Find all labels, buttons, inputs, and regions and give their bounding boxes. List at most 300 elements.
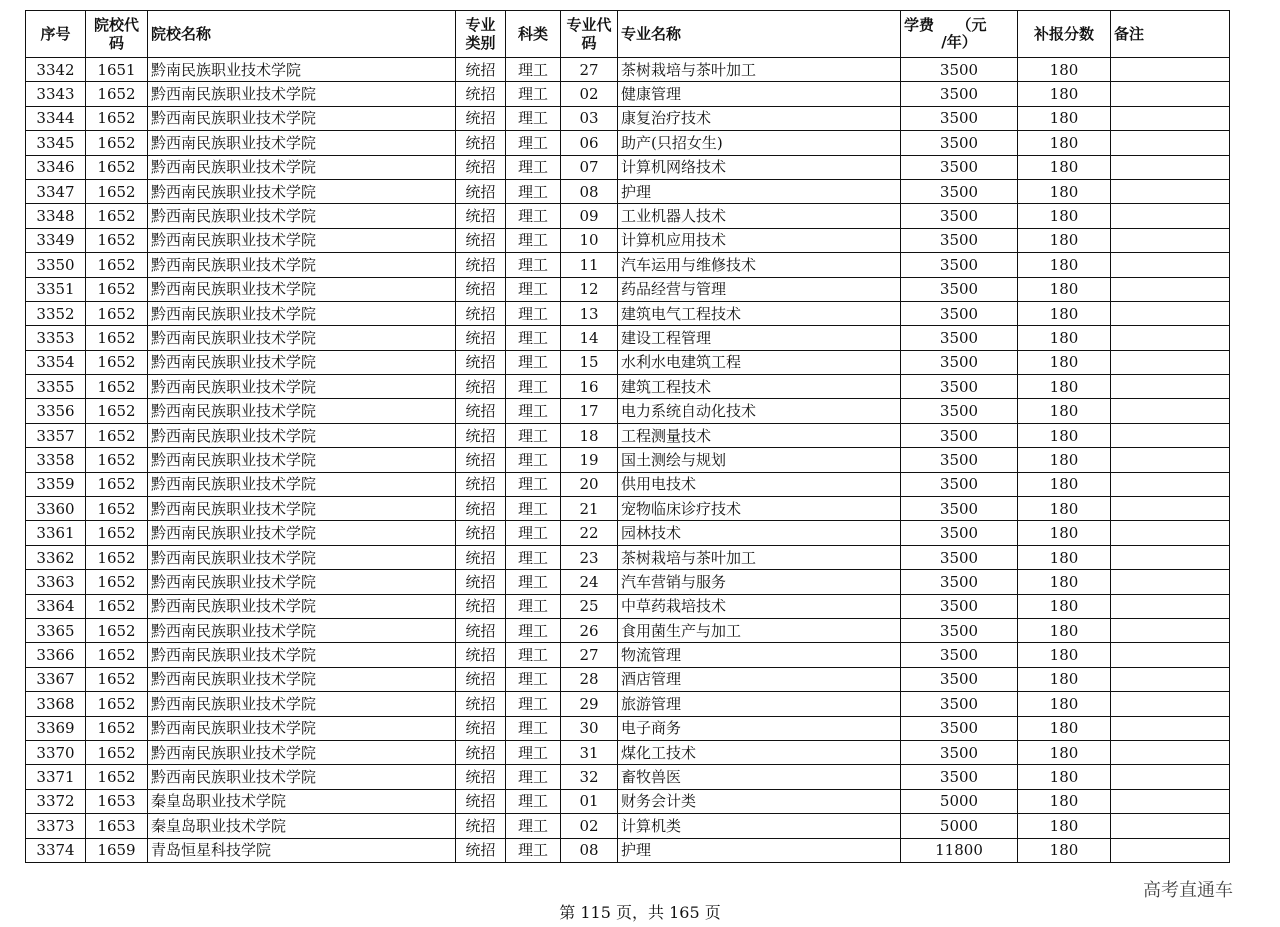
- table-row: [26, 82, 1230, 106]
- cell-seq: 3346: [26, 155, 86, 179]
- cell-major-code: 17: [561, 399, 618, 423]
- cell-school-code: 1652: [86, 472, 148, 496]
- cell-category: 理工: [506, 131, 561, 155]
- cell-major-type: 统招: [456, 545, 506, 569]
- cell-score: 180: [1018, 179, 1111, 203]
- cell-score: 180: [1018, 643, 1111, 667]
- cell-fee: 3500: [901, 301, 1018, 325]
- table-row: [26, 399, 1230, 423]
- cell-school-name: 黔西南民族职业技术学院: [148, 448, 456, 472]
- cell-fee: 3500: [901, 58, 1018, 82]
- cell-category: 理工: [506, 838, 561, 862]
- cell-major-name: 酒店管理: [618, 667, 901, 691]
- table-row: [26, 301, 1230, 325]
- cell-score: 180: [1018, 399, 1111, 423]
- cell-category: 理工: [506, 814, 561, 838]
- cell-school-name: 黔西南民族职业技术学院: [148, 131, 456, 155]
- cell-fee: 3500: [901, 399, 1018, 423]
- table-row: [26, 179, 1230, 203]
- cell-fee: 3500: [901, 740, 1018, 764]
- table-row: [26, 716, 1230, 740]
- cell-score: 180: [1018, 277, 1111, 301]
- cell-major-code: 22: [561, 521, 618, 545]
- cell-major-name: 汽车运用与维修技术: [618, 253, 901, 277]
- cell-seq: 3351: [26, 277, 86, 301]
- cell-school-code: 1652: [86, 350, 148, 374]
- cell-school-name: 黔西南民族职业技术学院: [148, 765, 456, 789]
- cell-major-type: 统招: [456, 497, 506, 521]
- cell-major-name: 财务会计类: [618, 789, 901, 813]
- cell-school-code: 1653: [86, 814, 148, 838]
- cell-school-name: 黔西南民族职业技术学院: [148, 375, 456, 399]
- cell-fee: 3500: [901, 472, 1018, 496]
- cell-seq: 3355: [26, 375, 86, 399]
- cell-major-code: 24: [561, 570, 618, 594]
- cell-score: 180: [1018, 155, 1111, 179]
- cell-major-type: 统招: [456, 448, 506, 472]
- cell-school-code: 1652: [86, 667, 148, 691]
- cell-note: [1111, 618, 1230, 642]
- cell-note: [1111, 106, 1230, 130]
- cell-school-code: 1652: [86, 204, 148, 228]
- table-row: [26, 277, 1230, 301]
- cell-major-code: 32: [561, 765, 618, 789]
- cell-school-code: 1652: [86, 618, 148, 642]
- cell-major-name: 护理: [618, 838, 901, 862]
- cell-major-code: 09: [561, 204, 618, 228]
- cell-major-type: 统招: [456, 131, 506, 155]
- cell-major-name: 煤化工技术: [618, 740, 901, 764]
- cell-seq: 3348: [26, 204, 86, 228]
- header-school-name: 院校名称: [148, 11, 456, 58]
- cell-major-code: 30: [561, 716, 618, 740]
- cell-major-type: 统招: [456, 740, 506, 764]
- cell-category: 理工: [506, 350, 561, 374]
- cell-note: [1111, 179, 1230, 203]
- cell-major-type: 统招: [456, 82, 506, 106]
- cell-seq: 3371: [26, 765, 86, 789]
- cell-note: [1111, 253, 1230, 277]
- cell-note: [1111, 789, 1230, 813]
- cell-fee: 3500: [901, 228, 1018, 252]
- cell-school-name: 黔西南民族职业技术学院: [148, 692, 456, 716]
- cell-major-type: 统招: [456, 789, 506, 813]
- cell-school-code: 1652: [86, 82, 148, 106]
- cell-score: 180: [1018, 594, 1111, 618]
- table-row: [26, 106, 1230, 130]
- table-row: [26, 204, 1230, 228]
- cell-fee: 3500: [901, 82, 1018, 106]
- cell-major-type: 统招: [456, 692, 506, 716]
- cell-note: [1111, 545, 1230, 569]
- watermark: 高考直通车: [1143, 880, 1233, 901]
- cell-fee: 3500: [901, 448, 1018, 472]
- cell-score: 180: [1018, 692, 1111, 716]
- cell-note: [1111, 497, 1230, 521]
- cell-score: 180: [1018, 106, 1111, 130]
- cell-major-name: 宠物临床诊疗技术: [618, 497, 901, 521]
- cell-major-code: 02: [561, 82, 618, 106]
- cell-category: 理工: [506, 765, 561, 789]
- cell-seq: 3362: [26, 545, 86, 569]
- cell-seq: 3347: [26, 179, 86, 203]
- cell-seq: 3368: [26, 692, 86, 716]
- cell-school-name: 黔西南民族职业技术学院: [148, 179, 456, 203]
- cell-fee: 3500: [901, 375, 1018, 399]
- cell-school-name: 黔西南民族职业技术学院: [148, 594, 456, 618]
- cell-major-name: 计算机应用技术: [618, 228, 901, 252]
- cell-fee: 3500: [901, 594, 1018, 618]
- cell-fee: 3500: [901, 765, 1018, 789]
- cell-major-name: 药品经营与管理: [618, 277, 901, 301]
- cell-major-code: 27: [561, 643, 618, 667]
- header-score: 补报分数: [1018, 11, 1111, 58]
- cell-school-name: 秦皇岛职业技术学院: [148, 814, 456, 838]
- cell-school-code: 1652: [86, 692, 148, 716]
- cell-major-code: 19: [561, 448, 618, 472]
- cell-major-type: 统招: [456, 814, 506, 838]
- cell-major-type: 统招: [456, 472, 506, 496]
- cell-score: 180: [1018, 740, 1111, 764]
- cell-score: 180: [1018, 521, 1111, 545]
- cell-seq: 3359: [26, 472, 86, 496]
- cell-school-name: 黔西南民族职业技术学院: [148, 204, 456, 228]
- cell-seq: 3367: [26, 667, 86, 691]
- cell-major-code: 18: [561, 423, 618, 447]
- cell-school-code: 1652: [86, 399, 148, 423]
- cell-score: 180: [1018, 667, 1111, 691]
- cell-fee: 5000: [901, 814, 1018, 838]
- cell-fee: 3500: [901, 716, 1018, 740]
- cell-category: 理工: [506, 594, 561, 618]
- cell-school-code: 1652: [86, 497, 148, 521]
- cell-major-code: 13: [561, 301, 618, 325]
- cell-fee: 3500: [901, 106, 1018, 130]
- header-fee-line2: /年）: [941, 33, 977, 51]
- cell-category: 理工: [506, 570, 561, 594]
- table-row: [26, 545, 1230, 569]
- cell-category: 理工: [506, 643, 561, 667]
- cell-category: 理工: [506, 58, 561, 82]
- cell-major-name: 康复治疗技术: [618, 106, 901, 130]
- cell-seq: 3366: [26, 643, 86, 667]
- cell-school-code: 1652: [86, 326, 148, 350]
- cell-fee: 3500: [901, 497, 1018, 521]
- cell-fee: 3500: [901, 692, 1018, 716]
- cell-school-name: 黔西南民族职业技术学院: [148, 106, 456, 130]
- table-row: [26, 814, 1230, 838]
- cell-school-name: 黔西南民族职业技术学院: [148, 155, 456, 179]
- cell-category: 理工: [506, 204, 561, 228]
- cell-school-name: 黔西南民族职业技术学院: [148, 253, 456, 277]
- table-row: [26, 472, 1230, 496]
- table-row: [26, 740, 1230, 764]
- cell-major-name: 工程测量技术: [618, 423, 901, 447]
- cell-school-code: 1652: [86, 179, 148, 203]
- table-row: [26, 789, 1230, 813]
- cell-major-code: 10: [561, 228, 618, 252]
- cell-major-type: 统招: [456, 594, 506, 618]
- header-school-code: 院校代码: [86, 11, 148, 58]
- cell-school-code: 1652: [86, 545, 148, 569]
- cell-major-name: 物流管理: [618, 643, 901, 667]
- cell-fee: 3500: [901, 204, 1018, 228]
- table-row: [26, 521, 1230, 545]
- cell-school-code: 1652: [86, 448, 148, 472]
- header-major-name: 专业名称: [618, 11, 901, 58]
- cell-school-code: 1652: [86, 106, 148, 130]
- cell-major-name: 园林技术: [618, 521, 901, 545]
- cell-major-type: 统招: [456, 643, 506, 667]
- cell-school-name: 黔南民族职业技术学院: [148, 58, 456, 82]
- cell-major-code: 06: [561, 131, 618, 155]
- header-major-code: 专业代码: [561, 11, 618, 58]
- cell-school-code: 1652: [86, 716, 148, 740]
- cell-school-code: 1652: [86, 423, 148, 447]
- cell-note: [1111, 350, 1230, 374]
- cell-score: 180: [1018, 789, 1111, 813]
- cell-major-name: 茶树栽培与茶叶加工: [618, 545, 901, 569]
- cell-score: 180: [1018, 570, 1111, 594]
- cell-score: 180: [1018, 765, 1111, 789]
- table-row: [26, 253, 1230, 277]
- cell-fee: 3500: [901, 253, 1018, 277]
- cell-major-type: 统招: [456, 155, 506, 179]
- cell-major-name: 电子商务: [618, 716, 901, 740]
- cell-school-code: 1651: [86, 58, 148, 82]
- cell-major-code: 28: [561, 667, 618, 691]
- cell-school-name: 黔西南民族职业技术学院: [148, 350, 456, 374]
- table-row: [26, 497, 1230, 521]
- cell-fee: 3500: [901, 131, 1018, 155]
- cell-major-code: 12: [561, 277, 618, 301]
- cell-school-name: 黔西南民族职业技术学院: [148, 521, 456, 545]
- cell-major-code: 27: [561, 58, 618, 82]
- cell-seq: 3349: [26, 228, 86, 252]
- cell-school-code: 1652: [86, 643, 148, 667]
- cell-category: 理工: [506, 399, 561, 423]
- table-row: [26, 765, 1230, 789]
- cell-category: 理工: [506, 789, 561, 813]
- cell-fee: 3500: [901, 179, 1018, 203]
- cell-school-code: 1652: [86, 228, 148, 252]
- cell-major-type: 统招: [456, 58, 506, 82]
- cell-score: 180: [1018, 716, 1111, 740]
- cell-note: [1111, 277, 1230, 301]
- cell-score: 180: [1018, 228, 1111, 252]
- cell-seq: 3360: [26, 497, 86, 521]
- header-major-type: 专业类别: [456, 11, 506, 58]
- cell-major-name: 供用电技术: [618, 472, 901, 496]
- cell-note: [1111, 521, 1230, 545]
- cell-major-type: 统招: [456, 399, 506, 423]
- cell-school-code: 1652: [86, 277, 148, 301]
- cell-major-name: 计算机网络技术: [618, 155, 901, 179]
- cell-note: [1111, 204, 1230, 228]
- cell-note: [1111, 472, 1230, 496]
- cell-seq: 3353: [26, 326, 86, 350]
- cell-major-name: 建筑工程技术: [618, 375, 901, 399]
- cell-category: 理工: [506, 716, 561, 740]
- cell-fee: 3500: [901, 155, 1018, 179]
- cell-major-code: 01: [561, 789, 618, 813]
- cell-fee: 5000: [901, 789, 1018, 813]
- cell-fee: 11800: [901, 838, 1018, 862]
- cell-school-code: 1652: [86, 765, 148, 789]
- cell-seq: 3352: [26, 301, 86, 325]
- cell-major-name: 食用菌生产与加工: [618, 618, 901, 642]
- cell-seq: 3373: [26, 814, 86, 838]
- cell-seq: 3357: [26, 423, 86, 447]
- cell-note: [1111, 643, 1230, 667]
- cell-school-code: 1652: [86, 594, 148, 618]
- cell-score: 180: [1018, 814, 1111, 838]
- cell-school-name: 黔西南民族职业技术学院: [148, 618, 456, 642]
- cell-seq: 3372: [26, 789, 86, 813]
- cell-major-name: 国土测绘与规划: [618, 448, 901, 472]
- cell-major-type: 统招: [456, 716, 506, 740]
- cell-category: 理工: [506, 472, 561, 496]
- page-footer: 第 115 页，共 165 页: [559, 903, 721, 922]
- cell-major-code: 07: [561, 155, 618, 179]
- cell-category: 理工: [506, 692, 561, 716]
- cell-major-name: 畜牧兽医: [618, 765, 901, 789]
- cell-seq: 3365: [26, 618, 86, 642]
- cell-school-name: 黔西南民族职业技术学院: [148, 643, 456, 667]
- cell-fee: 3500: [901, 423, 1018, 447]
- cell-major-type: 统招: [456, 521, 506, 545]
- cell-category: 理工: [506, 253, 561, 277]
- cell-major-code: 25: [561, 594, 618, 618]
- header-category: 科类: [506, 11, 561, 58]
- cell-major-type: 统招: [456, 326, 506, 350]
- cell-note: [1111, 228, 1230, 252]
- cell-score: 180: [1018, 253, 1111, 277]
- cell-major-name: 护理: [618, 179, 901, 203]
- cell-major-code: 02: [561, 814, 618, 838]
- table-row: [26, 838, 1230, 862]
- cell-category: 理工: [506, 423, 561, 447]
- cell-major-code: 21: [561, 497, 618, 521]
- cell-note: [1111, 375, 1230, 399]
- cell-category: 理工: [506, 521, 561, 545]
- cell-major-type: 统招: [456, 350, 506, 374]
- cell-note: [1111, 740, 1230, 764]
- cell-category: 理工: [506, 326, 561, 350]
- cell-category: 理工: [506, 448, 561, 472]
- cell-school-code: 1652: [86, 155, 148, 179]
- cell-school-name: 黔西南民族职业技术学院: [148, 497, 456, 521]
- cell-major-type: 统招: [456, 667, 506, 691]
- cell-note: [1111, 838, 1230, 862]
- table-row: [26, 228, 1230, 252]
- cell-score: 180: [1018, 497, 1111, 521]
- cell-seq: 3374: [26, 838, 86, 862]
- cell-seq: 3358: [26, 448, 86, 472]
- cell-major-code: 29: [561, 692, 618, 716]
- cell-school-name: 黔西南民族职业技术学院: [148, 740, 456, 764]
- cell-major-name: 旅游管理: [618, 692, 901, 716]
- cell-seq: 3364: [26, 594, 86, 618]
- cell-category: 理工: [506, 497, 561, 521]
- cell-score: 180: [1018, 423, 1111, 447]
- cell-major-name: 汽车营销与服务: [618, 570, 901, 594]
- cell-school-code: 1659: [86, 838, 148, 862]
- header-note: 备注: [1111, 11, 1230, 58]
- cell-major-code: 31: [561, 740, 618, 764]
- table-row: [26, 155, 1230, 179]
- cell-category: 理工: [506, 740, 561, 764]
- cell-school-code: 1652: [86, 570, 148, 594]
- cell-category: 理工: [506, 618, 561, 642]
- table-row: [26, 448, 1230, 472]
- cell-school-name: 黔西南民族职业技术学院: [148, 326, 456, 350]
- cell-score: 180: [1018, 375, 1111, 399]
- cell-major-code: 11: [561, 253, 618, 277]
- cell-seq: 3354: [26, 350, 86, 374]
- cell-seq: 3363: [26, 570, 86, 594]
- cell-school-name: 黔西南民族职业技术学院: [148, 82, 456, 106]
- table-row: [26, 423, 1230, 447]
- cell-school-code: 1652: [86, 301, 148, 325]
- table-row: [26, 375, 1230, 399]
- cell-seq: 3350: [26, 253, 86, 277]
- cell-school-code: 1653: [86, 789, 148, 813]
- cell-score: 180: [1018, 448, 1111, 472]
- cell-major-code: 20: [561, 472, 618, 496]
- cell-school-name: 秦皇岛职业技术学院: [148, 789, 456, 813]
- cell-school-code: 1652: [86, 375, 148, 399]
- header-fee: [901, 11, 1018, 58]
- cell-school-name: 黔西南民族职业技术学院: [148, 570, 456, 594]
- table-row: [26, 350, 1230, 374]
- cell-fee: 3500: [901, 545, 1018, 569]
- cell-score: 180: [1018, 131, 1111, 155]
- cell-major-name: 建筑电气工程技术: [618, 301, 901, 325]
- cell-school-name: 黔西南民族职业技术学院: [148, 228, 456, 252]
- cell-major-type: 统招: [456, 838, 506, 862]
- cell-major-type: 统招: [456, 228, 506, 252]
- cell-major-type: 统招: [456, 106, 506, 130]
- cell-note: [1111, 82, 1230, 106]
- cell-category: 理工: [506, 667, 561, 691]
- cell-major-code: 23: [561, 545, 618, 569]
- cell-category: 理工: [506, 301, 561, 325]
- cell-school-name: 黔西南民族职业技术学院: [148, 545, 456, 569]
- cell-fee: 3500: [901, 643, 1018, 667]
- cell-note: [1111, 423, 1230, 447]
- cell-note: [1111, 131, 1230, 155]
- cell-school-code: 1652: [86, 131, 148, 155]
- cell-note: [1111, 399, 1230, 423]
- cell-seq: 3345: [26, 131, 86, 155]
- cell-major-name: 计算机类: [618, 814, 901, 838]
- cell-major-type: 统招: [456, 301, 506, 325]
- cell-major-code: 15: [561, 350, 618, 374]
- cell-category: 理工: [506, 228, 561, 252]
- cell-seq: 3370: [26, 740, 86, 764]
- cell-note: [1111, 570, 1230, 594]
- cell-note: [1111, 58, 1230, 82]
- cell-school-name: 青岛恒星科技学院: [148, 838, 456, 862]
- cell-fee: 3500: [901, 618, 1018, 642]
- cell-score: 180: [1018, 58, 1111, 82]
- cell-major-name: 电力系统自动化技术: [618, 399, 901, 423]
- cell-school-name: 黔西南民族职业技术学院: [148, 399, 456, 423]
- cell-school-code: 1652: [86, 253, 148, 277]
- cell-note: [1111, 765, 1230, 789]
- cell-major-type: 统招: [456, 423, 506, 447]
